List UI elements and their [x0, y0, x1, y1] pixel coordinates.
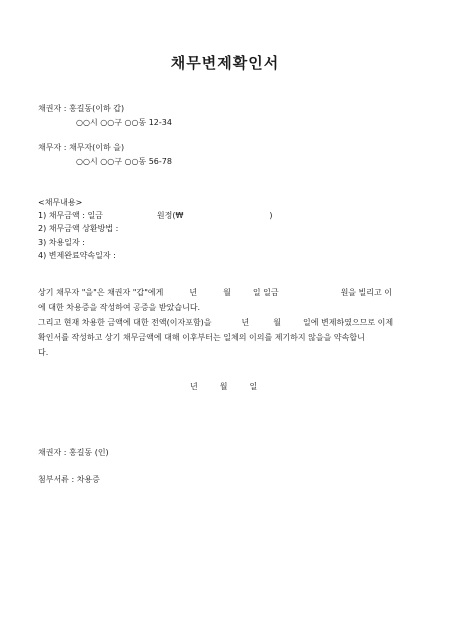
creditor-address: ○○시 ○○구 ○○동 12-34 — [76, 118, 172, 127]
para1-year: 년 — [189, 288, 198, 297]
attachment-line: 첨부서류 : 차용증 — [38, 475, 100, 484]
para1-day: 일 일금 — [252, 288, 279, 297]
paragraph-borrowing — [38, 285, 412, 360]
item-debt-amount-prefix: 1) 채무금액 : 일금 — [38, 211, 103, 220]
debtor-address: ○○시 ○○구 ○○동 56-78 — [76, 157, 172, 166]
para2-year: 년 — [241, 318, 250, 327]
date-day: 일 — [249, 382, 258, 391]
para2-text-1: 그리고 현재 차용한 금액에 대한 전액(이자포함)을 — [38, 318, 212, 327]
signature-line: 채권자 : 홍길동 (인) — [38, 448, 109, 457]
date-year: 년 — [190, 382, 198, 391]
para1-text-1: 상기 채무자 "을"은 채권자 "갑"에게 — [38, 288, 164, 297]
debtor-label: 채무자 : 채무자(이하 을) — [38, 143, 125, 152]
date-month: 월 — [219, 382, 228, 391]
para2-month: 월 — [273, 318, 281, 327]
para1-line-2: 에 대한 차용증을 작성하여 공증을 받았습니다. — [38, 303, 201, 312]
item-debt-amount-won: 원정(₩ — [156, 211, 184, 220]
para1-text-2: 원을 빌리고 이 — [340, 288, 393, 297]
item-debt-amount-close: ) — [269, 211, 273, 220]
content-header: <채무내용> — [38, 198, 83, 207]
para2-line-3: 다. — [38, 348, 49, 357]
item-borrow-date: 3) 차용일자 : — [38, 238, 85, 247]
para2-text-2: 일에 변제하였으므로 이제 — [302, 318, 394, 327]
item-due-date: 4) 변제완료약속일자 : — [38, 251, 116, 260]
para1-month: 월 — [223, 288, 231, 297]
item-repayment-method: 2) 채무금액 상환방법 : — [38, 224, 119, 233]
para2-line-2: 확인서를 작성하고 상기 채무금액에 대해 이후부터는 일체의 이의를 제기하지 않을을 약속합니 — [38, 333, 365, 342]
item-debt-amount — [38, 211, 273, 221]
document-date — [190, 382, 257, 392]
document-title: 채무변제확인서 — [170, 54, 280, 72]
creditor-label: 채권자 : 홍길동(이하 갑) — [38, 104, 125, 113]
